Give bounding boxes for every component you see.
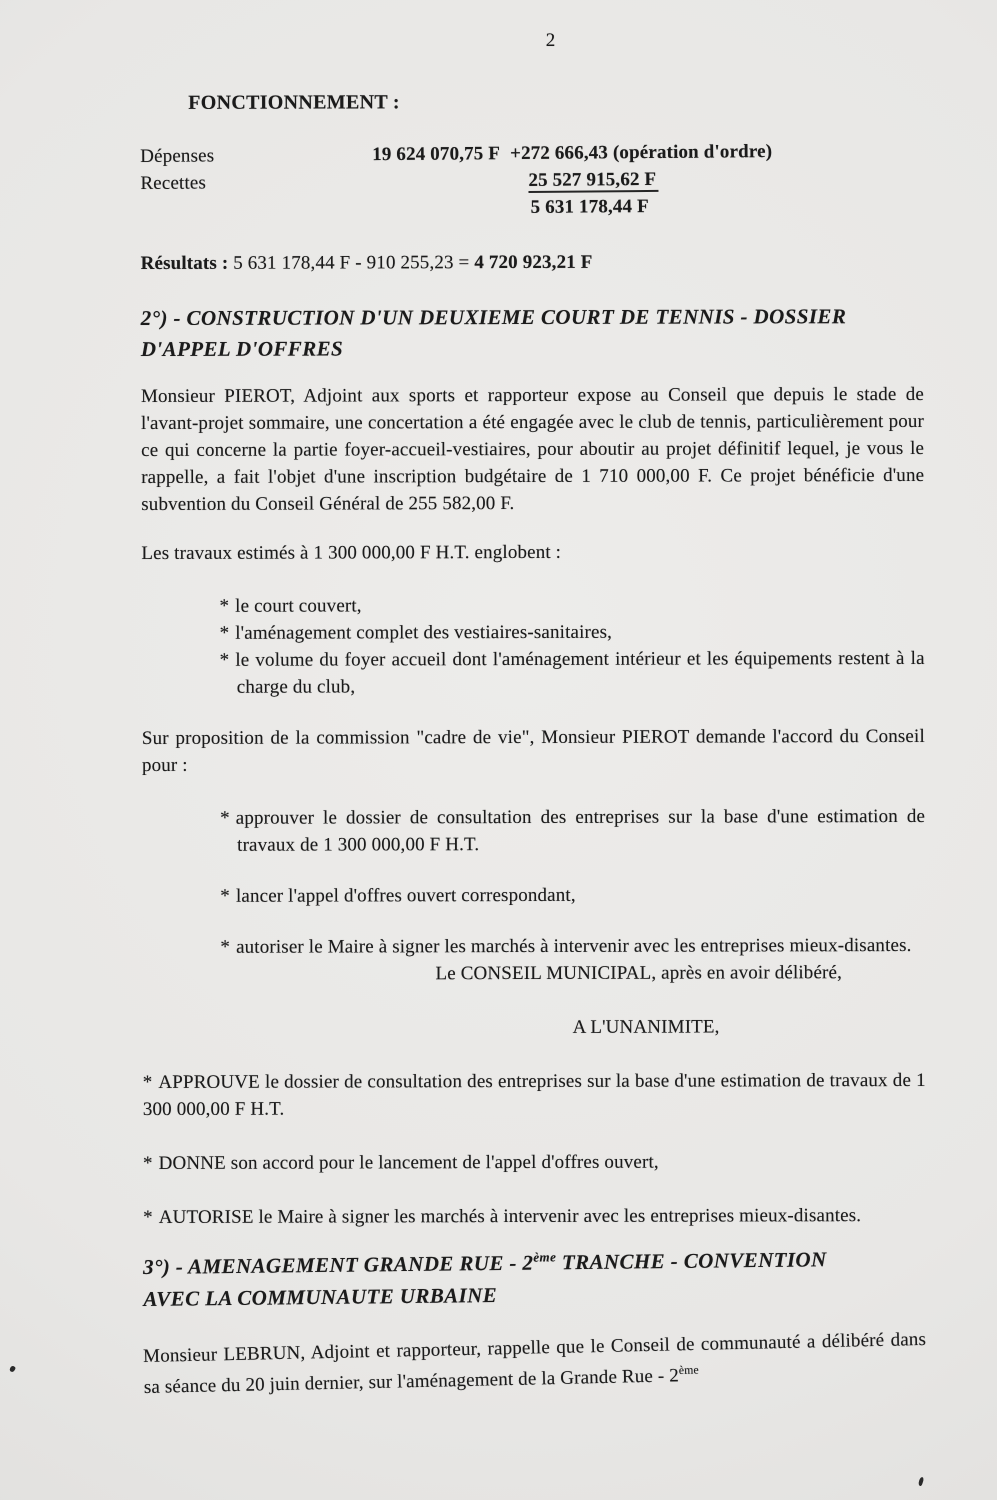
bullet-marker: *	[142, 1152, 153, 1174]
travaux-item-text: le volume du foyer accueil dont l'aménagement intérieur et les équipements restent à la charge du club,	[235, 647, 925, 698]
resolution-text: APPROUVE le dossier de consultation des entreprises sur la base d'une estimation de travaux de 1 300 000,00 F H.T.	[142, 1069, 926, 1120]
demande-item-text: lancer l'appel d'offres ouvert correspondant,	[235, 884, 576, 907]
demande-item-text: approuver le dossier de consultation des entreprises sur la base d'une estimation de travaux de 1 300 000,00 F H.T.	[235, 805, 926, 856]
bullet-marker: *	[219, 649, 230, 671]
travaux-item	[220, 618, 925, 647]
section-3-heading	[143, 1242, 927, 1315]
unanimite-line: A L'UNANIMITE,	[572, 1016, 720, 1038]
travaux-item	[219, 591, 924, 620]
resultats-total: 4 720 923,21 F	[474, 251, 593, 274]
operation-ordre-note: +272 666,43 (opération d'ordre)	[509, 141, 773, 165]
travaux-item-text: l'aménagement complet des vestiaires-sanitaires,	[235, 621, 613, 644]
recettes-value-underlined: 25 527 915,62 F	[528, 169, 658, 193]
section-2-heading-line1: 2°) - CONSTRUCTION D'UN DEUXIEME COURT DE TENNIS - DOSSIER	[140, 304, 847, 330]
section-heading-fonctionnement: FONCTIONNEMENT :	[188, 91, 400, 114]
budget-figures-block	[140, 137, 924, 224]
paragraph-lebrun-text: Monsieur LEBRUN, Adjoint et rapporteur, rappelle que le Conseil de communauté a délibéré dans sa séance du 20 juin dernier, sur l'aménagement de la Grande Rue - 2	[142, 1328, 927, 1398]
bullet-marker: *	[220, 885, 230, 907]
heading-text: 3°) - AMENAGEMENT GRANDE RUE - 2	[142, 1250, 534, 1279]
resolution-item	[143, 1067, 926, 1123]
page-content	[140, 26, 927, 1403]
demande-item	[220, 881, 925, 910]
section-3-heading-line2: AVEC LA COMMUNAUTE URBAINE	[143, 1282, 498, 1311]
travaux-item	[220, 645, 925, 701]
heading-superscript: ème	[533, 1249, 557, 1265]
bullet-marker: *	[142, 1071, 153, 1093]
resolution-item	[143, 1202, 926, 1231]
recettes-label: Recettes	[140, 172, 207, 194]
depenses-value: 19 624 070,75 F	[372, 143, 501, 166]
bullet-marker: *	[143, 1206, 153, 1228]
resultats-label: Résultats :	[140, 252, 229, 274]
resultats-expression: 5 631 178,44 F - 910 255,23 =	[233, 252, 470, 274]
depenses-label: Dépenses	[140, 145, 215, 167]
resolution-text: DONNE son accord pour le lancement de l'appel d'offres ouvert,	[158, 1151, 659, 1174]
section-3-heading-block	[143, 1242, 927, 1315]
paragraph-proposition: Sur proposition de la commission "cadre de vie", Monsieur PIEROT demande l'accord du Conseil pour :	[141, 725, 925, 776]
ink-speck	[918, 1477, 925, 1487]
resultats-line	[141, 248, 924, 277]
bullet-marker: *	[219, 622, 230, 644]
resolution-text: AUTORISE le Maire à signer les marchés à intervenir avec les entreprises mieux-disantes.	[158, 1205, 862, 1228]
paragraph-lebrun-superscript: ème	[678, 1363, 699, 1377]
travaux-item-text: le court couvert,	[235, 595, 362, 617]
demande-item	[220, 803, 925, 859]
heading-text: TRANCHE - CONVENTION	[556, 1247, 827, 1275]
travaux-list	[219, 591, 924, 701]
page-number: 2	[545, 29, 556, 51]
paragraph-lebrun	[143, 1324, 927, 1403]
ink-speck	[9, 1365, 16, 1373]
paragraph-travaux-intro: Les travaux estimés à 1 300 000,00 F H.T. englobent :	[141, 541, 562, 564]
bullet-marker: *	[219, 595, 230, 617]
balance-value: 5 631 178,44 F	[530, 196, 649, 218]
resolution-item	[143, 1148, 926, 1177]
demande-list	[220, 803, 925, 961]
bullet-marker: *	[220, 936, 231, 958]
bullet-marker: *	[220, 807, 230, 829]
demande-item-text: autoriser le Maire à signer les marchés à intervenir avec les entreprises mieux-disantes.	[236, 934, 912, 958]
demande-item	[220, 932, 925, 961]
deliberation-line: Le CONSEIL MUNICIPAL, après en avoir délibéré,	[435, 962, 843, 985]
section-2-heading	[141, 301, 924, 365]
paragraph-pierot: Monsieur PIEROT, Adjoint aux sports et rapporteur expose au Conseil que depuis le stade de l'avant-projet sommaire, une concertation a été engagée avec le club de tennis, particulièrement pour ce qui concerne la partie foyer-accueil-vestiaires, pour aboutir au projet définitif lequel, je vous le rappelle, a fait l'objet d'une inscription budgétaire de 1 710 000,00 F. Ce projet bénéficie d'une subvention du Conseil Général de 255 582,00 F.	[140, 383, 925, 515]
section-2-heading-line2: D'APPEL D'OFFRES	[140, 336, 344, 361]
